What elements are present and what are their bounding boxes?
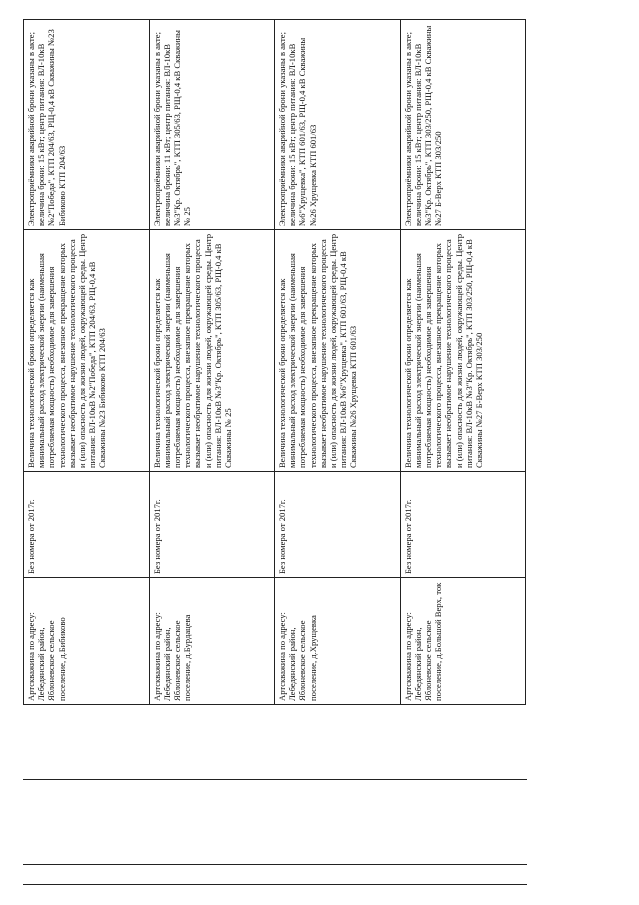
number-text: Без номера от 2017г. [402,499,413,574]
control-cell [400,20,526,230]
number-cell [149,472,275,578]
description-text: Величина технологической брони определяется как минимальный расход электрической энергии (наименьшая потребляемая мощность) необходимое для завершения технологического процесса, внезапное прекращение которых вызывает необратимое нарушение технологического процесса и (или) опасность для жизни людей, окружающей среды. Центр питания: ВЛ-10кВ №2"Победа", КТП 204/63, РЩ-0,4 кВ Скважины №23 Бибиково КТП 204/63 [26,234,108,468]
horizontal-rule [23,779,527,780]
number-cell [400,472,526,578]
address-cell [400,578,526,705]
address-text: Артскважина по адресу: Лебедянский район, Яблоневское сельское поселение, д.Большой Верх, ток [402,582,444,701]
number-text: Без номера от 2017г. [277,499,287,574]
number-cell [275,472,401,578]
number-cell [24,472,150,578]
address-text: Артскважина по адресу: Лебедянский район, Яблоневское сельское поселение, д.Хрущевка [277,612,318,701]
control-text: Электроприёмники аварийной брони указаны в акте; величина брони: 15 кВт; центр питания: ВЛ-10кВ №6"Хрущевка", КТП 601/63, РЩ-0,4 кВ Скважины №26 Хрущевка КТП 601/63 [277,32,318,226]
control-text: Электроприёмники аварийной брони указаны в акте; величина брони: 11 кВт; центр питания: ВЛ-10кВ №3"Кр. Октябрь", КТП 305/63, РЩ-0,4 кВ Скважины № 25 [151,30,193,226]
control-text: Электроприёмники аварийной брони указаны в акте; величина брони: 15 кВт; центр питания: ВЛ-10кВ №2"Победа", КТП 204/63, РЩ-0,4 кВ Скважины №23 Бибиково КТП 204/63 [26,29,67,226]
data-table [23,19,526,705]
description-cell [275,230,401,472]
address-cell [24,578,150,705]
table-row [275,20,401,705]
control-cell [275,20,401,230]
rotated-table-container [23,20,526,705]
number-text: Без номера от 2017г. [26,499,36,574]
horizontal-rule [23,884,527,885]
table-row [400,20,526,705]
description-cell [149,230,275,472]
address-text: Артскважина по адресу: Лебедянский район, Яблоневское сельское поселение, д.Бибиково [26,612,67,701]
address-cell [275,578,401,705]
table-row [24,20,150,705]
control-cell [149,20,275,230]
control-cell [24,20,150,230]
number-text: Без номера от 2017г. [151,499,162,574]
horizontal-rule [23,864,527,865]
description-text: Величина технологической брони определяется как минимальный расход электрической энергии (наименьшая потребляемая мощность) необходимое для завершения технологического процесса, внезапное прекращение которых вызывает необратимое нарушение технологического процесса и (или) опасность для жизни людей, окружающей среды. Центр питания: ВЛ-10кВ №6"Хрущевка", КТП 601/63, РЩ-0,4 кВ Скважины №26 Хрущевка КТП 601/63 [277,234,359,468]
control-text: Электроприёмники аварийной брони указаны в акте; величина брони: 15 кВт; центр питания: ВЛ-10кВ №3"Кр. Октябрь", КТП 303/250, РЩ-0,4 кВ Скважины №27 Б-Верх КТП 303/250 [402,25,444,226]
description-text: Величина технологической брони определяется как минимальный расход электрической энергии (наименьшая потребляемая мощность) необходимое для завершения технологического процесса, внезапное прекращение которых вызывает необратимое нарушение технологического процесса и (или) опасность для жизни людей, окружающей среды. Центр питания: ВЛ-10кВ №3"Кр. Октябрь", КТП 305/63, РЩ-0,4 кВ Скважины № 25 [151,234,233,468]
description-text: Величина технологической брони определяется как минимальный расход электрической энергии (наименьшая потребляемая мощность) необходимое для завершения технологического процесса, внезапное прекращение которых вызывает необратимое нарушение технологического процесса и (или) опасность для жизни людей, окружающей среды. Центр питания: ВЛ-10кВ №3"Кр. Октябрь", КТП 303/250, РЩ-0,4 кВ Скважины №27 Б-Верх КТП 303/250 [402,234,484,468]
description-cell [400,230,526,472]
address-cell [149,578,275,705]
table-row [149,20,275,705]
address-text: Артскважина по адресу: Лебедянский район, Яблоневское сельское поселение, д.Бурдацева [151,612,193,701]
description-cell [24,230,150,472]
